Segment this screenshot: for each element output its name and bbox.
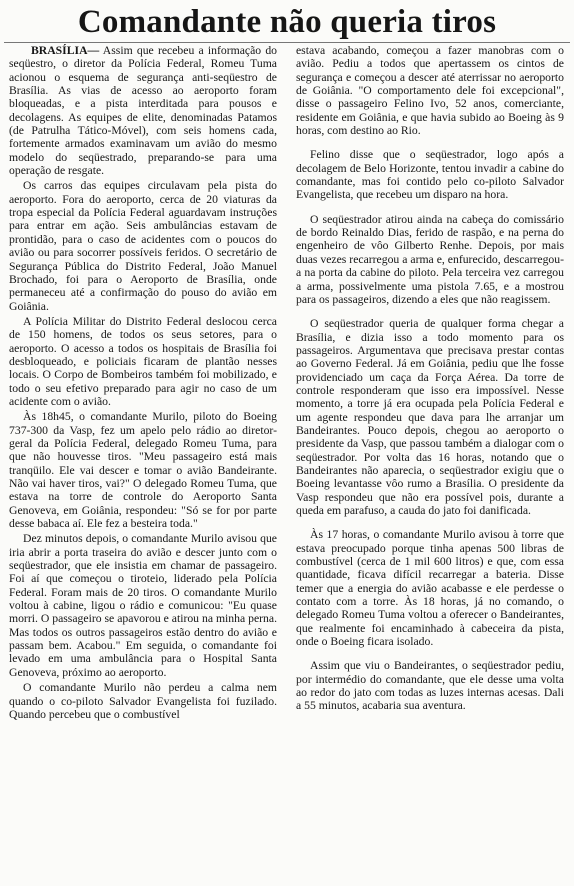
paragraph: Dez minutos depois, o comandante Murilo avisou que iria abrir a porta traseira do avião e descer junto com o seqüestrador, que ele insistia em chamar de passageiro. Foi aí que começou o tiroteio, liderado pela Polícia Federal. Foram mais de 20 tiros. O comandante Murilo voltou à cabine, ligou o rádio e comunicou: "Eu quase morri. O passageiro se apavorou e atirou na minha perna. Mas todos os outros passageiros estão dentro do avião e passam bem. Acabou." Em seguida, o comandante foi levado em uma ambulância para o Hospital Santa Genoveva, próximo ao aeroporto. (9, 532, 277, 679)
paragraph: O comandante Murilo não perdeu a calma nem quando o co-piloto Salvador Evangelista foi fuzilado. Quando percebeu que o combustível (9, 681, 277, 721)
headline-rule (4, 42, 570, 43)
paragraph: O seqüestrador atirou ainda na cabeça do comissário de bordo Reinaldo Dias, ferido de raspão, e na perna do engenheiro de vôo Gilberto Renhe. Depois, por mais duas vezes recarregou a arma e, enfurecido, descarregou-a na porta da cabine do piloto. Pela terceira vez carregou a arma, possivelmente uma pistola 7.65, e a mostrou para os passageiros, dizendo a eles que não reagissem. (296, 212, 564, 306)
paragraph: O seqüestrador queria de qualquer forma chegar a Brasília, e dizia isso a todo momento para os passageiros. Argumentava que precisava prestar contas ao Governo Federal. Já em Goiânia, pediu que lhe fosse providenciado um caça da Força Aérea. Da torre de controle responderam que isso era impossível. Nesse momento, a torre já era ocupada pela Polícia Federal e um agente respondeu que dava para lhe arranjar um Bandeirantes. Pouco depois, chegou ao aeroporto o presidente da Vasp, que passou também a dialogar com o seqüestrador. Por volta das 16 horas, notando que o Bandeirantes não aparecia, o seqüestrador exigiu que o Boeing levantasse vôo rumo a Brasília. O presidente da Vasp respondeu que não era possível pois, durante a queda em parafuso, a cauda do jato foi danificada. (296, 317, 564, 517)
left-column (9, 44, 277, 884)
headline: Comandante não queria tiros (77, 4, 497, 40)
paragraph: A Polícia Militar do Distrito Federal deslocou cerca de 150 homens, de todos os seus setores, para o aeroporto. O acesso a todos os hospitais de Brasília foi desbloqueado, e policiais ficaram de plantão nesses locais. O Corpo de Bombeiros também foi mobilizado, e todo o seu efetivo preparado para agir no caso de um acidente com o avião. (9, 314, 277, 408)
paragraph: Às 17 horas, o comandante Murilo avisou à torre que estava preocupado porque tinha apenas 500 libras de combustível (cerca de 1 mil 600 litros) e que, com essa quantidade, ficava difícil recarregar a bateria. Disse temer que a energia do avião acabasse e ele perdesse o contato com a torre. Às 18 horas, já no comando, o delegado Romeu Tuma voltou a oferecer o Bandeirantes, que realmente foi encaminhado à cabeceira da pista, onde o Boeing ficara isolado. (296, 528, 564, 649)
paragraph: Às 18h45, o comandante Murilo, piloto do Boeing 737-300 da Vasp, fez um apelo pelo rádio ao diretor-geral da Polícia Federal, delegado Romeu Tuma, para que não houvesse tiros. "Meu passageiro está mais tranqüilo. Ele vai descer e tomar o avião Bandeirante. Não vai haver tiros, vai?" O delegado Romeu Tuma, que estava na torre de controle do Aeroporto Santa Genoveva, em Goiânia, respondeu: "Só se for por parte desse babaca aí. Ele fez a besteira toda." (9, 410, 277, 531)
right-column (296, 44, 564, 884)
paragraph-text: Assim que recebeu a informação do seqüestro, o diretor da Polícia Federal, Romeu Tuma acionou o esquema de segurança anti-seqüestro de Brasília. As vias de acesso ao aeroporto foram bloqueadas, e a pista interditada para pousos e decolagens. As equipes de elite, denominadas Patamos (de Patrulha Tático-Móvel), com seis homens cada, fortemente armados examinavam um avião do mesmo modelo do seqüestrado, preparando-se para uma operação de resgate. (9, 44, 277, 178)
paragraph-continued: estava acabando, começou a fazer manobras com o avião. Pediu a todos que apertassem os cintos de segurança e começou a descer até aterrissar no aeroporto de Goiânia. "O comportamento dele foi excepcional", disse o passageiro Felino Ivo, 52 anos, comerciante, residente em Goiânia, e que havia subido ao Boeing às 9 horas, com destino ao Rio. (296, 44, 564, 138)
paragraph (9, 44, 277, 177)
paragraph: Felino disse que o seqüestrador, logo após a decolagem de Belo Horizonte, tentou invadir a cabine do comandante, mas foi contido pelo co-piloto Salvador Evangelista, que recebeu um disparo na hora. (296, 148, 564, 202)
paragraph: Assim que viu o Bandeirantes, o seqüestrador pediu, por intermédio do comandante, que ele desse uma volta ao redor do jato com todas as luzes internas acesas. Dali a 55 minutos, acabaria sua aventura. (296, 659, 564, 713)
dateline: BRASÍLIA— (31, 44, 100, 57)
paragraph: Os carros das equipes circulavam pela pista do aeroporto. Fora do aeroporto, cerca de 20 viaturas da tropa especial da Polícia Federal aguardavam instruções para entrar em ação. Seis ambulâncias estavam de prontidão, para o caso de acidentes com o poucos do avião ou para socorrer possíveis feridos. O secretário de Segurança Pública do Distrito Federal, João Manuel Brochado, foi para o Aeroporto de Brasília, onde permaneceu até a confirmação do pouso do avião em Goiânia. (9, 179, 277, 313)
